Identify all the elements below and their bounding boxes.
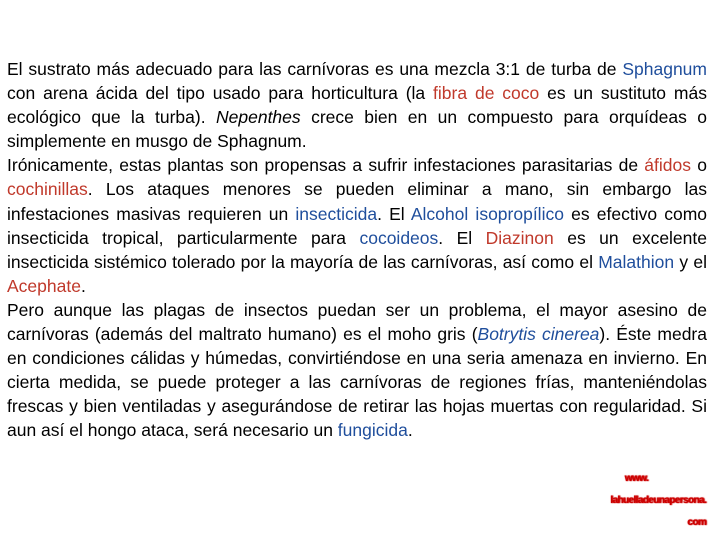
text-run: .	[80, 275, 86, 296]
watermark-line-3: com	[687, 517, 706, 528]
link-acephate[interactable]: Acephate	[7, 275, 81, 296]
text-run: ). Éste medra en condiciones cálidas y húmedas, convirtiéndose en una seria amenaza en invierno. En cierta medida, se puede proteger a las carnívoras de regiones frías, manteniéndolas frescas y bien ventiladas y asegurándose de retirar las hojas muertas con regularidad. Si aun así el hongo ataca, será necesario un	[7, 324, 707, 441]
text-run: y el	[674, 251, 707, 272]
paragraph-grey-mould	[7, 298, 707, 443]
link-sphagnum[interactable]: Sphagnum	[622, 59, 707, 79]
watermark-line-1: www.	[624, 473, 648, 484]
link-fungicida[interactable]: fungicida	[337, 420, 408, 441]
text-run: o	[691, 155, 707, 176]
link-fibra-de-coco[interactable]: fibra de coco	[433, 83, 540, 104]
body-text	[7, 57, 707, 443]
paragraph-substrate	[7, 57, 707, 153]
link-botrytis-cinerea[interactable]: Botrytis cinerea	[477, 324, 600, 345]
text-run: El sustrato más adecuado para las carnívoras es una mezcla 3:1 de turba de	[7, 59, 623, 79]
link-malathion[interactable]: Malathion	[598, 251, 675, 272]
link-diazinon[interactable]: Diazinon	[485, 227, 554, 248]
text-run: . Los ataques menores se pueden eliminar a mano, sin embargo las infestaciones masivas requieren un	[7, 179, 707, 224]
link-afidos[interactable]: áfidos	[644, 155, 691, 176]
text-run: es un sustituto más ecológico que la turba).	[7, 83, 707, 128]
site-watermark	[546, 468, 706, 532]
paragraph-pests	[7, 153, 707, 298]
link-alcohol-isopropilico[interactable]: Alcohol isopropílico	[410, 203, 564, 224]
link-insecticida[interactable]: insecticida	[295, 203, 378, 224]
text-run: Irónicamente, estas plantas son propensas a sufrir infestaciones parasitarias de	[7, 155, 645, 176]
watermark-line-2: lahuelladeunapersona.	[610, 495, 706, 506]
text-run: . El	[377, 203, 411, 224]
text-run: Pero aunque las plagas de insectos puedan ser un problema, el mayor asesino de carnívoras (además del maltrato humano) es el moho gris (	[7, 299, 707, 345]
text-run: .	[407, 420, 413, 441]
text-run: crece bien en un compuesto para orquídeas o simplemente en musgo de Sphagnum.	[7, 107, 707, 152]
link-cocoideos[interactable]: cocoideos	[359, 227, 439, 248]
text-run: es efectivo como insecticida tropical, particularmente para	[7, 203, 708, 248]
text-run: con arena ácida del tipo usado para horticultura (la	[7, 83, 434, 104]
link-cochinillas[interactable]: cochinillas	[7, 179, 88, 200]
term-nepenthes: Nepenthes	[216, 107, 301, 128]
text-run: . El	[438, 227, 486, 248]
text-run: es un excelente insecticida sistémico tolerado por la mayoría de las carnívoras, así como el	[7, 227, 707, 272]
